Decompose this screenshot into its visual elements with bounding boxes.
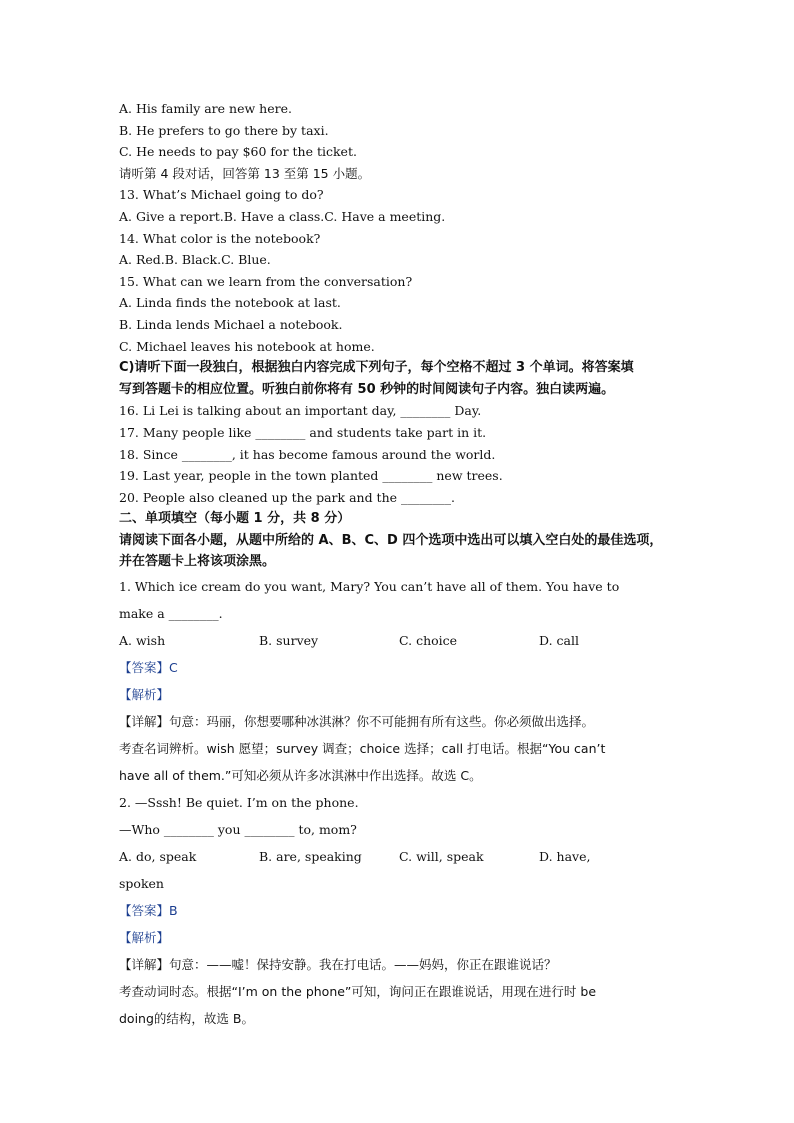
q1-detail: 【详解】句意：玛丽，你想要哪种冰淇淋？你不可能拥有所有这些。你必须做出选择。 bbox=[119, 714, 595, 730]
q1-answer: 【答案】C bbox=[119, 660, 178, 676]
q13-question: 13. What’s Michael going to do? bbox=[119, 187, 324, 203]
q1-option-a: A. wish bbox=[119, 633, 166, 649]
q2-answer: 【答案】B bbox=[119, 903, 178, 919]
q2-stem-line2: —Who ________ you ________ to, mom? bbox=[119, 822, 357, 838]
q2-option-d: D. have, bbox=[539, 849, 591, 865]
q12-option-c: C. He needs to pay $60 for the ticket. bbox=[119, 144, 357, 160]
dialog4-instruction: 请听第 4 段对话，回答第 13 至第 15 小题。 bbox=[119, 165, 371, 181]
q1-analysis-tag: 【解析】 bbox=[119, 687, 170, 703]
grammar-instruction-line1: 请阅读下面各小题，从题中所给的 A、B、C、D 四个选项中选出可以填入空白处的最佳选项， bbox=[119, 532, 663, 548]
q13-options: A. Give a report.B. Have a class.C. Have a meeting. bbox=[119, 208, 446, 224]
sentence-17: 17. Many people like ________ and students take part in it. bbox=[119, 424, 487, 440]
q12-option-b: B. He prefers to go there by taxi. bbox=[119, 122, 329, 138]
q2-explain-line2: doing的结构，故选 B。 bbox=[119, 1011, 254, 1027]
q1-stem-line1: 1. Which ice cream do you want, Mary? You can’t have all of them. You have to bbox=[119, 579, 620, 595]
q15-question: 15. What can we learn from the conversation? bbox=[119, 273, 413, 289]
q15-option-a: A. Linda finds the notebook at last. bbox=[119, 295, 341, 311]
q12-option-a: A. His family are new here. bbox=[119, 101, 292, 116]
q2-stem-line1: 2. —Sssh! Be quiet. I’m on the phone. bbox=[119, 795, 359, 811]
document-page bbox=[119, 98, 679, 1032]
sentence-20: 20. People also cleaned up the park and the ________. bbox=[119, 489, 455, 505]
q1-option-c: C. choice bbox=[399, 633, 458, 649]
q2-explain-line1: 考查动词时态。根据“I’m on the phone”可知，询问正在跟谁说话，用现在进行时 be bbox=[119, 984, 597, 1000]
q1-option-d: D. call bbox=[539, 633, 579, 649]
q1-stem-line2: make a ________. bbox=[119, 606, 223, 622]
q2-analysis-tag: 【解析】 bbox=[119, 930, 170, 946]
sentence-16: 16. Li Lei is talking about an important day, ________ Day. bbox=[119, 403, 482, 419]
q1-options bbox=[119, 627, 679, 654]
sentence-19: 19. Last year, people in the town planted ________ new trees. bbox=[119, 468, 503, 484]
section-c-instruction-line1: C)请听下面一段独白，根据独白内容完成下列句子，每个空格不超过 3 个单词。将答案填 bbox=[119, 360, 634, 376]
q15-option-b: B. Linda lends Michael a notebook. bbox=[119, 316, 343, 332]
q1-explain-line1: 考查名词辨析。wish 愿望；survey 调查；choice 选择；call 打电话。根据“You can’t bbox=[119, 741, 606, 757]
sentence-18: 18. Since ________, it has become famous around the world. bbox=[119, 446, 496, 462]
grammar-section-heading: 二、单项填空（每小题 1 分，共 8 分） bbox=[119, 511, 351, 527]
q15-option-c: C. Michael leaves his notebook at home. bbox=[119, 338, 375, 354]
q2-option-d-wrap: spoken bbox=[119, 876, 164, 892]
q1-option-b: B. survey bbox=[259, 633, 319, 649]
section-c-instruction-line2: 写到答题卡的相应位置。听独白前你将有 50 秒钟的时间阅读句子内容。独白读两遍。 bbox=[119, 381, 615, 397]
q2-option-c: C. will, speak bbox=[399, 849, 484, 865]
q14-question: 14. What color is the notebook? bbox=[119, 230, 321, 246]
q1-explain-line2: have all of them.”可知必须从许多冰淇淋中作出选择。故选 C。 bbox=[119, 768, 482, 784]
q2-detail: 【详解】句意：——嘘！保持安静。我在打电话。——妈妈，你正在跟谁说话？ bbox=[119, 957, 557, 973]
q2-option-b: B. are, speaking bbox=[259, 849, 362, 865]
q14-options: A. Red.B. Black.C. Blue. bbox=[119, 252, 271, 268]
q2-options bbox=[119, 843, 679, 870]
grammar-instruction-line2: 并在答题卡上将该项涂黑。 bbox=[119, 554, 276, 570]
q2-option-a: A. do, speak bbox=[119, 849, 197, 865]
